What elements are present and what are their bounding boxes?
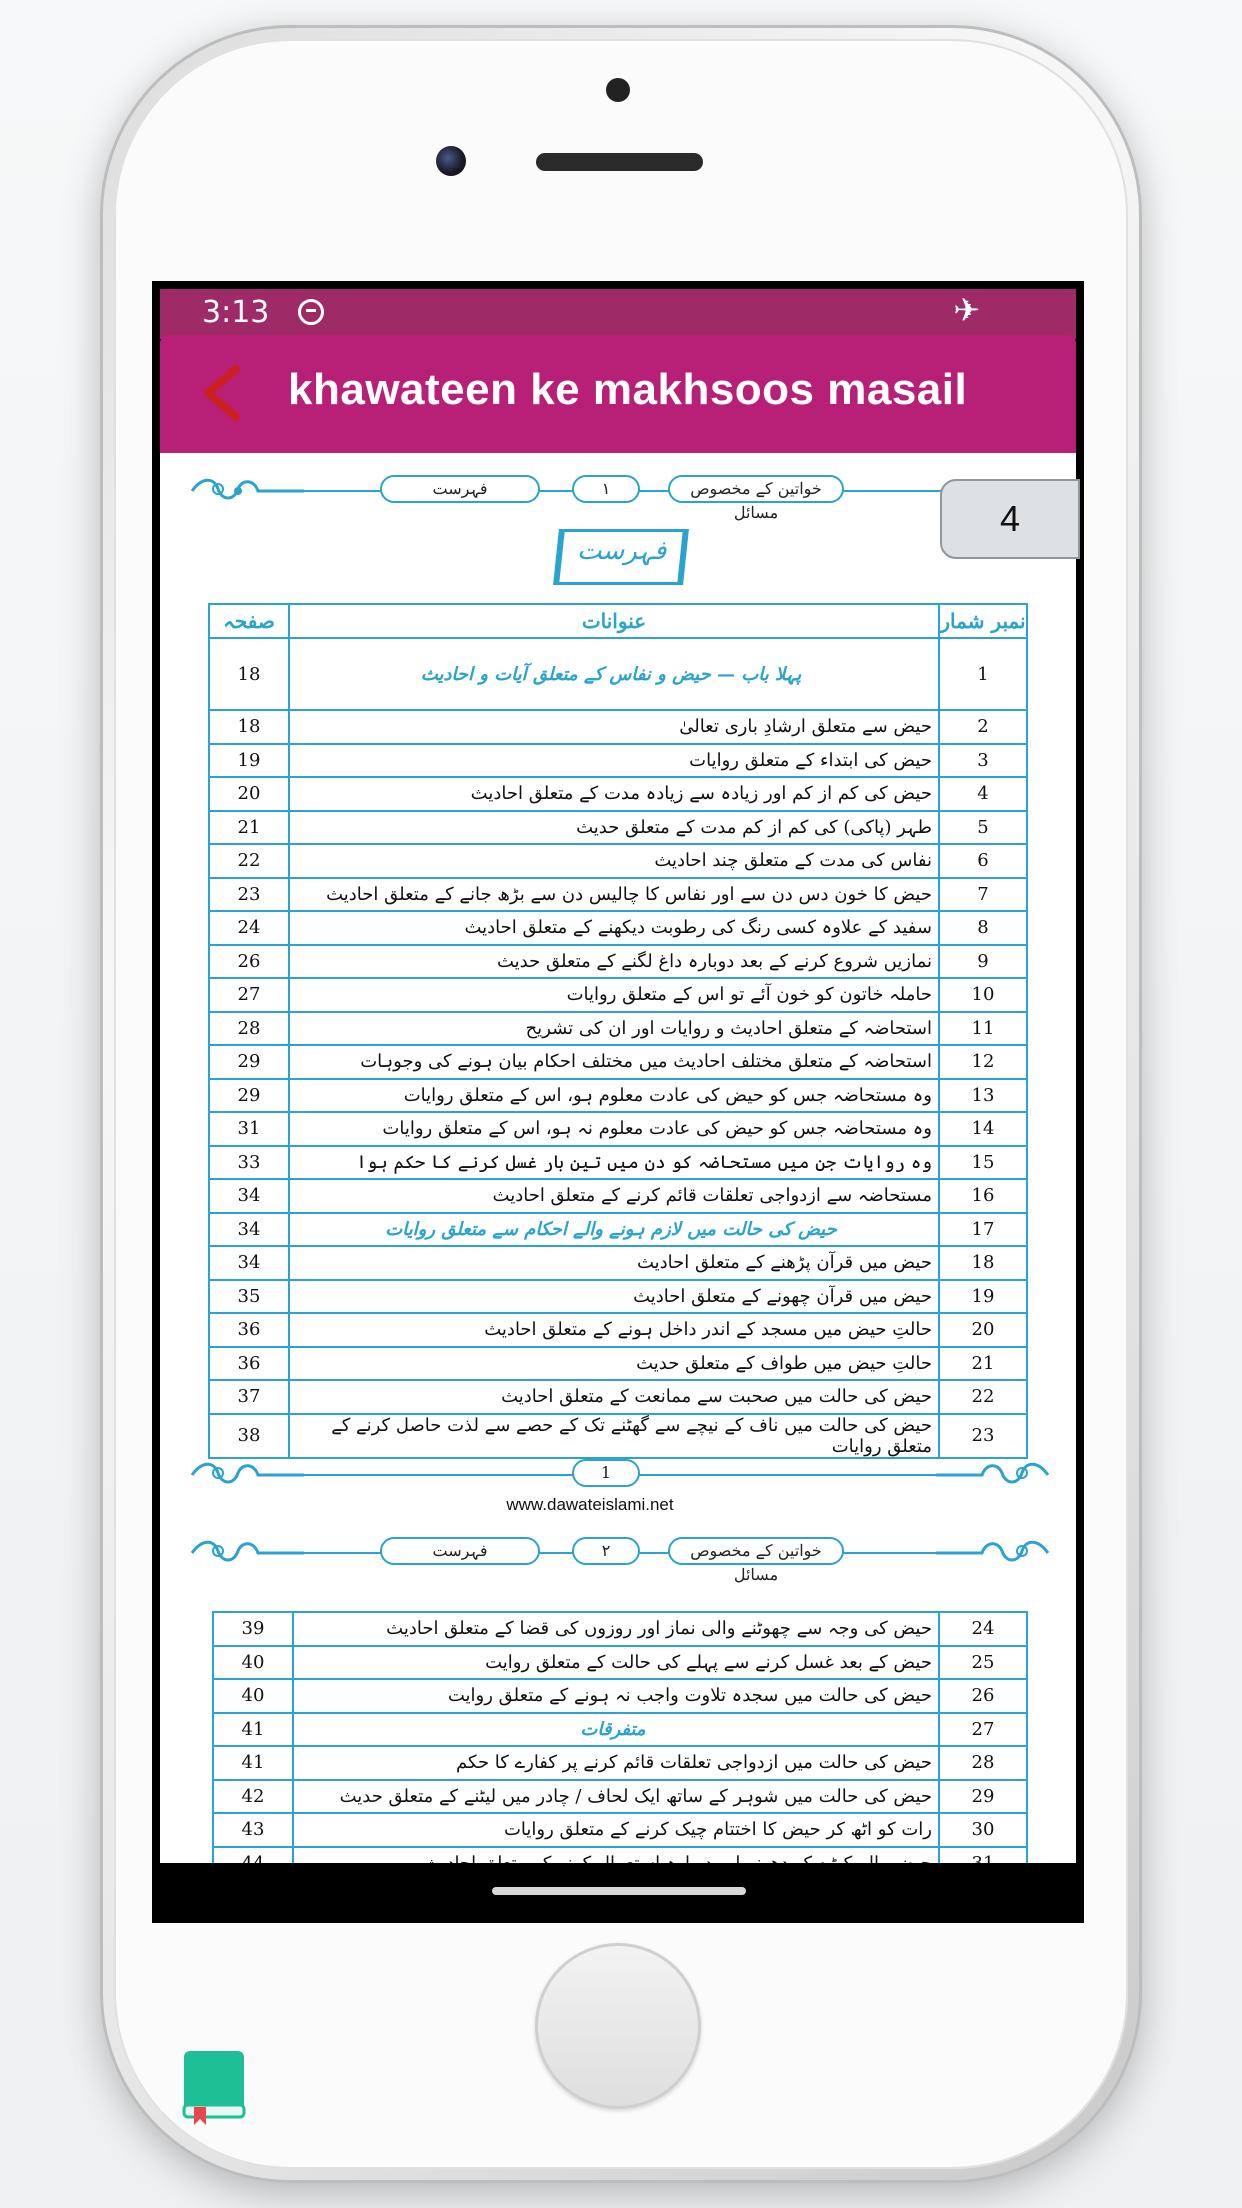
table-row bbox=[209, 1213, 1027, 1247]
back-arrow-icon[interactable] bbox=[196, 363, 248, 423]
table-row bbox=[213, 1679, 1027, 1713]
table-row bbox=[209, 1414, 1027, 1458]
page1-footer bbox=[160, 1455, 1076, 1495]
toc-title-cell: حاملہ خاتون کو خون آئے تو اس کے متعلق روایات bbox=[289, 978, 939, 1012]
table-row bbox=[209, 1179, 1027, 1213]
toc-num-cell: 26 bbox=[939, 1679, 1027, 1713]
table-row bbox=[209, 1313, 1027, 1347]
header-pill-left: فہرست bbox=[380, 475, 540, 503]
table-row bbox=[213, 1612, 1027, 1646]
table-row bbox=[213, 1780, 1027, 1814]
table-row bbox=[209, 1012, 1027, 1046]
table-row bbox=[209, 878, 1027, 912]
toc-title-cell: حیض کی ابتداء کے متعلق روایات bbox=[289, 744, 939, 778]
toc-num-cell: 9 bbox=[939, 945, 1027, 979]
toc-title-cell: حیض میں قرآن چھونے کے متعلق احادیث bbox=[289, 1280, 939, 1314]
toc-page-cell: 40 bbox=[213, 1679, 293, 1713]
toc-page-cell: 34 bbox=[209, 1246, 289, 1280]
toc-page-cell: 18 bbox=[209, 638, 289, 710]
toc-title-cell: حیض کی حالت میں شوہر کے ساتھ ایک لحاف / چادر میں لیٹنے کے متعلق حدیث bbox=[293, 1780, 939, 1814]
table-row bbox=[209, 811, 1027, 845]
toc-title-cell: حیض کی حالت میں صحبت سے ممانعت کے متعلق احادیث bbox=[289, 1380, 939, 1414]
table-row bbox=[209, 1146, 1027, 1180]
toc-num-cell: 7 bbox=[939, 878, 1027, 912]
navigation-bar bbox=[152, 1863, 1084, 1915]
toc-num-cell: 22 bbox=[939, 1380, 1027, 1414]
toc-title-cell: وہ روایات جن میں مستحاضہ کو دن میں تین بار غسل کرنے کا حکم ہوا bbox=[289, 1146, 939, 1180]
app-title: khawateen ke makhsoos masail bbox=[288, 365, 968, 414]
table-row bbox=[209, 1112, 1027, 1146]
table-row bbox=[209, 1280, 1027, 1314]
toc-page-cell: 35 bbox=[209, 1280, 289, 1314]
status-time: 3:13 bbox=[202, 295, 270, 330]
header-pill-right: خواتین کے مخصوص مسائل bbox=[668, 1537, 844, 1565]
toc-page-cell: 37 bbox=[209, 1380, 289, 1414]
table-row bbox=[213, 1713, 1027, 1747]
toc-num-cell: 13 bbox=[939, 1079, 1027, 1113]
toc-num-cell: 17 bbox=[939, 1213, 1027, 1247]
toc-num-cell: 5 bbox=[939, 811, 1027, 845]
toc-title-cell: حیض کی حالت میں ناف کے نیچے سے گھٹنے تک کے حصے سے لذت حاصل کرنے کے متعلق روایات bbox=[289, 1414, 939, 1458]
toc-title-cell: رات کو اٹھ کر حیض کا اختتام چیک کرنے کے متعلق روایات bbox=[293, 1813, 939, 1847]
toc-page-cell: 29 bbox=[209, 1045, 289, 1079]
toc-title-cell: استحاضہ کے متعلق مختلف احادیث میں مختلف احکام بیان ہونے کی وجوہات bbox=[289, 1045, 939, 1079]
table-row bbox=[213, 1813, 1027, 1847]
toc-title-cell: سفید کے علاوہ کسی رنگ کی رطوبت دیکھنے کے متعلق احادیث bbox=[289, 911, 939, 945]
toc-num-cell: 20 bbox=[939, 1313, 1027, 1347]
table-row bbox=[209, 1380, 1027, 1414]
airplane-mode-icon: ✈ bbox=[953, 291, 980, 329]
page1-header bbox=[160, 471, 1076, 522]
status-bar bbox=[160, 289, 1076, 339]
toc-num-cell: 24 bbox=[939, 1612, 1027, 1646]
toc-page-cell: 41 bbox=[213, 1746, 293, 1780]
toc-page-cell: 43 bbox=[213, 1813, 293, 1847]
toc-num-cell: 27 bbox=[939, 1713, 1027, 1747]
toc-title-cell: حیض میں قرآن پڑھنے کے متعلق احادیث bbox=[289, 1246, 939, 1280]
toc-page-cell: 31 bbox=[209, 1112, 289, 1146]
toc-title-cell: حالتِ حیض میں طواف کے متعلق حدیث bbox=[289, 1347, 939, 1381]
header-pill-right: خواتین کے مخصوص مسائل bbox=[668, 475, 844, 503]
toc-title-cell: نفاس کی مدت کے متعلق چند احادیث bbox=[289, 844, 939, 878]
toc-page-cell: 41 bbox=[213, 1713, 293, 1747]
toc-num-cell: 19 bbox=[939, 1280, 1027, 1314]
toc-title-cell: وہ مستحاضہ جس کو حیض کی عادت معلوم ہو، اس کے متعلق روایات bbox=[289, 1079, 939, 1113]
toc-title-cell: متفرقات bbox=[293, 1713, 939, 1747]
toc-title-cell: حالتِ حیض میں مسجد کے اندر داخل ہونے کے متعلق احادیث bbox=[289, 1313, 939, 1347]
toc-page-cell: 19 bbox=[209, 744, 289, 778]
toc-num-cell: 3 bbox=[939, 744, 1027, 778]
table-row bbox=[209, 744, 1027, 778]
toc-title-cell: حیض کی وجہ سے چھوٹنے والی نماز اور روزوں کی قضا کے متعلق احادیث bbox=[293, 1612, 939, 1646]
toc-num-cell: 23 bbox=[939, 1414, 1027, 1458]
col-num-header: نمبر شمار bbox=[939, 604, 1027, 638]
table-row bbox=[209, 1045, 1027, 1079]
toc-title-cell: حیض کی حالت میں ازدواجی تعلقات قائم کرنے پر کفارے کا حکم bbox=[293, 1746, 939, 1780]
toc-page-cell: 42 bbox=[213, 1780, 293, 1814]
toc-page-cell: 20 bbox=[209, 777, 289, 811]
toc-num-cell: 2 bbox=[939, 710, 1027, 744]
notification-icon bbox=[298, 299, 324, 325]
toc-body-page2 bbox=[213, 1612, 1027, 1880]
toc-table-page2 bbox=[212, 1611, 1028, 1881]
toc-page-cell: 38 bbox=[209, 1414, 289, 1458]
toc-page-cell: 40 bbox=[213, 1646, 293, 1680]
proximity-sensor bbox=[606, 78, 630, 102]
ornament-right-icon bbox=[932, 1459, 1052, 1491]
toc-num-cell: 6 bbox=[939, 844, 1027, 878]
col-title-header: عنوانات bbox=[289, 604, 939, 638]
toc-title-cell: پہلا باب — حیض و نفاس کے متعلق آیات و احادیث bbox=[289, 638, 939, 710]
toc-page-cell: 39 bbox=[213, 1612, 293, 1646]
phone-screen bbox=[152, 281, 1084, 1923]
toc-page-cell: 34 bbox=[209, 1179, 289, 1213]
toc-page-cell: 23 bbox=[209, 878, 289, 912]
toc-num-cell: 8 bbox=[939, 911, 1027, 945]
table-row bbox=[209, 945, 1027, 979]
home-button[interactable] bbox=[535, 1943, 701, 2109]
toc-title-cell: حیض کی کم از کم اور زیادہ سے زیادہ مدت کے متعلق احادیث bbox=[289, 777, 939, 811]
table-row bbox=[209, 777, 1027, 811]
toc-title-cell: مستحاضہ سے ازدواجی تعلقات قائم کرنے کے متعلق احادیث bbox=[289, 1179, 939, 1213]
toc-num-cell: 12 bbox=[939, 1045, 1027, 1079]
table-row bbox=[209, 978, 1027, 1012]
front-camera bbox=[436, 146, 466, 176]
toc-title-cell: حیض کی حالت میں سجدہ تلاوت واجب نہ ہونے کے متعلق روایت bbox=[293, 1679, 939, 1713]
fehrist-title: فہرست bbox=[576, 536, 667, 566]
footer-page-pill: 1 bbox=[572, 1459, 640, 1487]
table-row bbox=[209, 638, 1027, 710]
toc-num-cell: 15 bbox=[939, 1146, 1027, 1180]
toc-num-cell: 16 bbox=[939, 1179, 1027, 1213]
toc-title-cell: حیض کے بعد غسل کرنے سے پہلے کی حالت کے متعلق روایت bbox=[293, 1646, 939, 1680]
toc-page-cell: 33 bbox=[209, 1146, 289, 1180]
toc-page-cell: 29 bbox=[209, 1079, 289, 1113]
toc-page-cell: 24 bbox=[209, 911, 289, 945]
toc-page-cell: 22 bbox=[209, 844, 289, 878]
toc-num-cell: 25 bbox=[939, 1646, 1027, 1680]
table-row bbox=[213, 1646, 1027, 1680]
table-row bbox=[209, 911, 1027, 945]
toc-page-cell: 34 bbox=[209, 1213, 289, 1247]
home-indicator[interactable] bbox=[492, 1887, 746, 1895]
toc-page-cell: 28 bbox=[209, 1012, 289, 1046]
toc-page-cell: 36 bbox=[209, 1347, 289, 1381]
toc-num-cell: 21 bbox=[939, 1347, 1027, 1381]
table-row bbox=[209, 1079, 1027, 1113]
toc-title-cell: استحاضہ کے متعلق احادیث و روایات اور ان کی تشریح bbox=[289, 1012, 939, 1046]
toc-page-cell: 18 bbox=[209, 710, 289, 744]
toc-title-cell: نمازیں شروع کرنے کے بعد دوبارہ داغ لگنے کے متعلق حدیث bbox=[289, 945, 939, 979]
toc-table-page1 bbox=[208, 603, 1028, 1459]
toc-body-page1 bbox=[209, 638, 1027, 1458]
table-row bbox=[209, 844, 1027, 878]
header-pill-center: ۱ bbox=[572, 475, 640, 503]
header-pill-left: فہرست bbox=[380, 1537, 540, 1565]
toc-num-cell: 4 bbox=[939, 777, 1027, 811]
toc-title-cell: حیض کا خون دس دن سے اور نفاس کا چالیس دن سے بڑھ جانے کے متعلق احادیث bbox=[289, 878, 939, 912]
toc-num-cell: 14 bbox=[939, 1112, 1027, 1146]
app-bar bbox=[160, 335, 1076, 453]
header-pill-center: ۲ bbox=[572, 1537, 640, 1565]
toc-header-row bbox=[209, 604, 1027, 638]
toc-page-cell: 36 bbox=[209, 1313, 289, 1347]
toc-num-cell: 11 bbox=[939, 1012, 1027, 1046]
toc-num-cell: 28 bbox=[939, 1746, 1027, 1780]
toc-page-cell: 27 bbox=[209, 978, 289, 1012]
toc-title-cell: حیض سے متعلق ارشادِ باری تعالیٰ bbox=[289, 710, 939, 744]
toc-num-cell: 1 bbox=[939, 638, 1027, 710]
toc-title-cell: حیض کی حالت میں لازم ہونے والے احکام سے متعلق روایات bbox=[289, 1213, 939, 1247]
table-row bbox=[213, 1746, 1027, 1780]
col-page-header: صفحہ bbox=[209, 604, 289, 638]
toc-num-cell: 18 bbox=[939, 1246, 1027, 1280]
toc-num-cell: 29 bbox=[939, 1780, 1027, 1814]
table-row bbox=[209, 1246, 1027, 1280]
earpiece-speaker bbox=[536, 153, 703, 171]
fehrist-title-box bbox=[553, 529, 689, 585]
website-url[interactable]: www.dawateislami.net bbox=[506, 1495, 674, 1514]
toc-num-cell: 30 bbox=[939, 1813, 1027, 1847]
table-row bbox=[209, 710, 1027, 744]
toc-page-cell: 26 bbox=[209, 945, 289, 979]
ornament-right-icon bbox=[932, 1537, 1052, 1569]
toc-title-cell: وہ مستحاضہ جس کو حیض کی عادت معلوم نہ ہو، اس کے متعلق روایات bbox=[289, 1112, 939, 1146]
toc-num-cell: 10 bbox=[939, 978, 1027, 1012]
pdf-viewer[interactable] bbox=[160, 453, 1076, 1863]
toc-title-cell: طہر (پاکی) کی کم از کم مدت کے متعلق حدیث bbox=[289, 811, 939, 845]
table-row bbox=[209, 1347, 1027, 1381]
bookmark-book-icon[interactable] bbox=[180, 2049, 248, 2125]
page-number-indicator: 4 bbox=[940, 479, 1080, 559]
toc-page-cell: 21 bbox=[209, 811, 289, 845]
page2-header bbox=[160, 1533, 1076, 1584]
